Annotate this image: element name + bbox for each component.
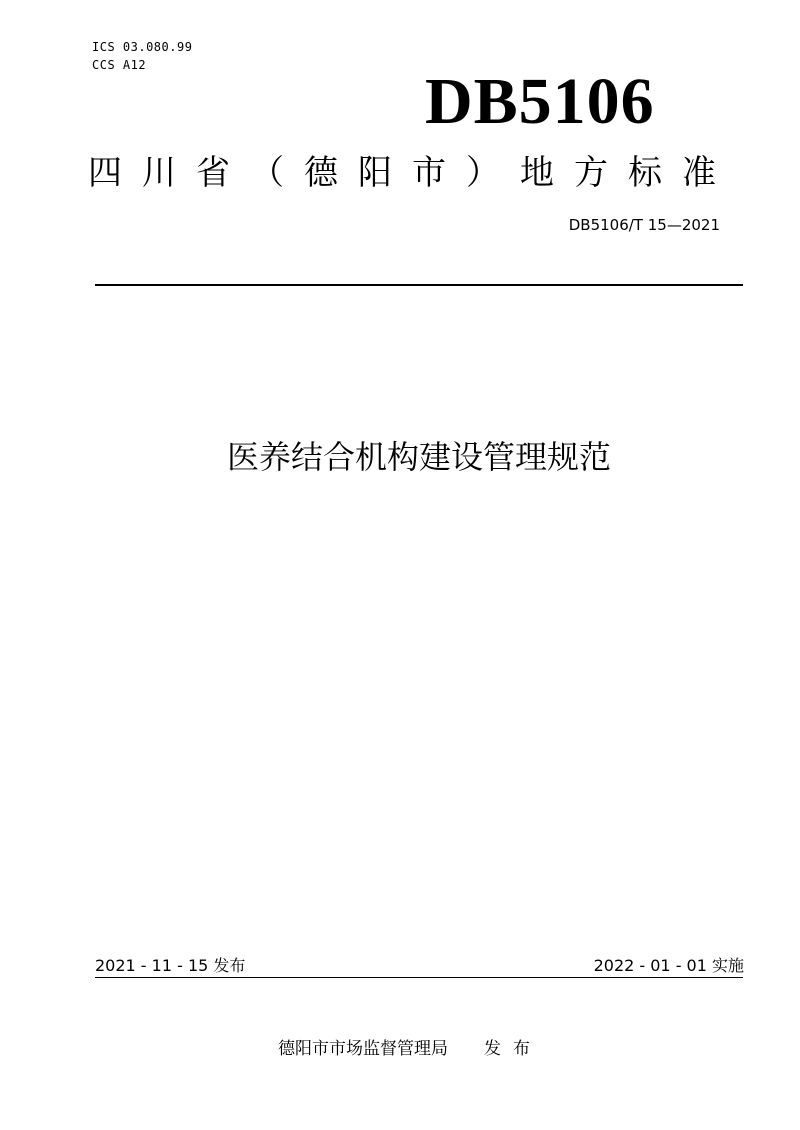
top-divider bbox=[95, 284, 743, 286]
issuer-action: 发布 bbox=[484, 1039, 542, 1059]
standard-category-title: 四川省（德阳市）地方标准 bbox=[88, 153, 736, 193]
issuer-line bbox=[0, 1034, 800, 1059]
document-title: 医养结合机构建设管理规范 bbox=[226, 438, 611, 476]
standard-number: DB5106/T 15—2021 bbox=[568, 216, 720, 234]
issue-date: 2021 - 11 - 15 发布 bbox=[95, 956, 246, 975]
ics-code: ICS 03.080.99 bbox=[92, 40, 193, 54]
issuer-name: 德阳市市场监督管理局 bbox=[278, 1039, 448, 1059]
ccs-code: CCS A12 bbox=[92, 58, 147, 72]
standard-logo: DB5106 bbox=[425, 65, 655, 138]
bottom-divider bbox=[95, 977, 743, 978]
implementation-date: 2022 - 01 - 01 实施 bbox=[593, 956, 744, 975]
